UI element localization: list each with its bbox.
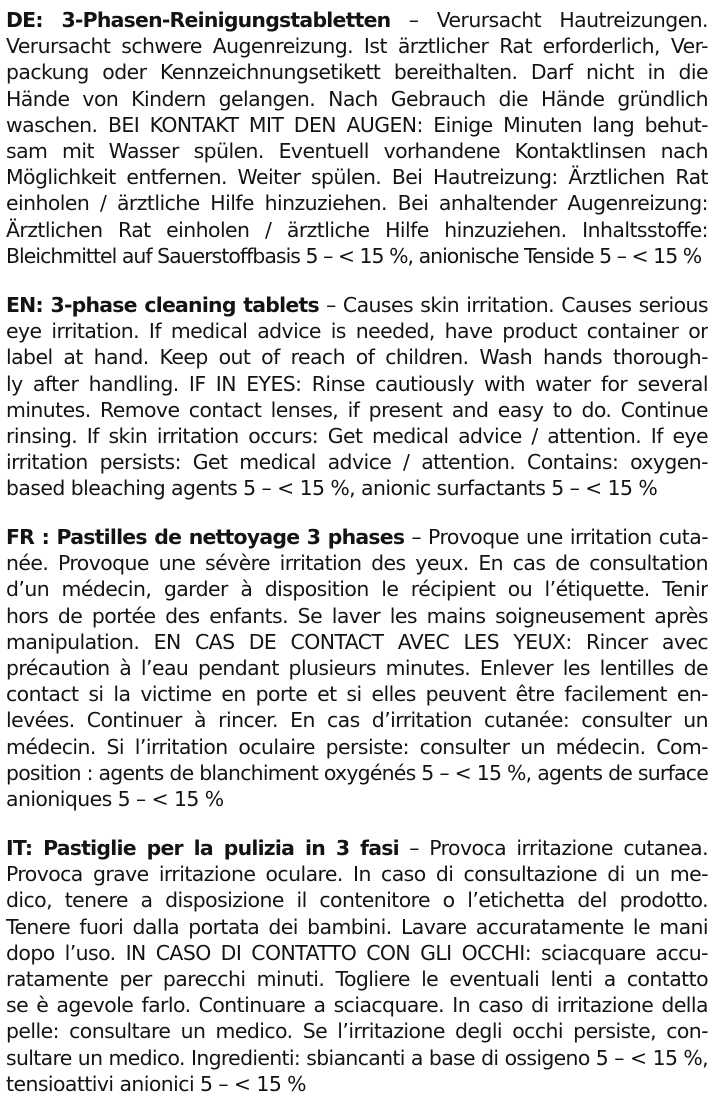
text-line: irritation persists: Get medical advice / attention. Contains: oxygen-: [6, 450, 708, 475]
text-line: dopo l’uso. IN CASO DI CONTATTO CON GLI OCCHI: sciacquare accu-: [6, 940, 708, 965]
text-line-fragment: – Verursacht Hautreizungen.: [390, 8, 708, 32]
text-line: Ärztlichen Rat einholen / ärztliche Hilfe hinzuziehen. Inhaltsstoffe:: [6, 217, 708, 242]
text-line: se è agevole farlo. Continuare a sciacquare. In caso di irritazione della: [6, 993, 708, 1018]
text-line: based bleaching agents 5 – < 15 %, anionic surfactants 5 – < 15 %: [6, 476, 658, 501]
text-line: minutes. Remove contact lenses, if present and easy to do. Continue: [6, 397, 708, 422]
text-line-fragment: – Provoca irritazione cutanea.: [398, 836, 708, 860]
text-line: sultare un medico. Ingredienti: sbiancanti a base di ossigeno 5 – < 15 %,: [6, 1045, 708, 1070]
section-heading: FR : Pastilles de nettoyage 3 phases: [6, 525, 405, 549]
text-line: manipulation. EN CAS DE CONTACT AVEC LES YEUX: Rincer avec: [6, 629, 708, 654]
text-line: anioniques 5 – < 15 %: [6, 786, 224, 811]
text-line: eye irritation. If medical advice is needed, have product container or: [6, 319, 708, 344]
section-heading: EN: 3-phase cleaning tablets: [6, 293, 319, 317]
section-it: [6, 835, 708, 1097]
text-line: rinsing. If skin irritation occurs: Get medical advice / attention. If eye: [6, 423, 708, 448]
section-fr: [6, 524, 708, 812]
text-line: waschen. BEI KONTAKT MIT DEN AUGEN: Einige Minuten lang behut-: [6, 112, 708, 137]
text-line: tensioattivi anionici 5 – < 15 %: [6, 1071, 306, 1096]
text-line-fragment: – Causes skin irritation. Causes serious: [318, 293, 708, 317]
text-line: d’un médecin, garder à disposition le récipient ou l’étiquette. Tenir: [6, 577, 708, 602]
text-line: packung oder Kennzeichnungsetikett bereithalten. Darf nicht in die: [6, 60, 708, 85]
text-line: [6, 835, 708, 861]
text-line: pelle: consultare un medico. Se l’irritazione degli occhi persiste, con-: [6, 1019, 708, 1044]
text-line: Möglichkeit entfernen. Weiter spülen. Bei Hautreizung: Ärztlichen Rat: [6, 165, 708, 190]
text-line: hors de portée des enfants. Se laver les mains soigneusement après: [6, 603, 708, 628]
text-line: ratamente per parecchi minuti. Togliere le eventuali lenti a contatto: [6, 966, 708, 991]
text-line: Verursacht schwere Augenreizung. Ist ärztlicher Rat erforderlich, Ver-: [6, 34, 708, 59]
text-line: levées. Continuer à rincer. En cas d’irritation cutanée: consulter un: [6, 708, 708, 733]
text-line: née. Provoque une sévère irritation des yeux. En cas de consultation: [6, 551, 708, 576]
text-line: médecin. Si l’irritation oculaire persiste: consulter un médecin. Com-: [6, 734, 708, 759]
section-heading: IT: Pastiglie per la pulizia in 3 fasi: [6, 836, 399, 860]
text-line: dico, tenere a disposizione il contenitore o l’etichetta del prodotto.: [6, 888, 708, 913]
text-line: Bleichmittel auf Sauerstoffbasis 5 – < 15 %, anionische Tenside 5 – < 15 %: [6, 243, 702, 268]
section-de: [6, 7, 708, 269]
text-line: position : agents de blanchiment oxygénés 5 – < 15 %, agents de surface: [6, 760, 708, 785]
section-en: [6, 292, 708, 502]
text-line-fragment: – Provoque une irritation cuta-: [404, 525, 708, 549]
text-line: Provoca grave irritazione oculare. In caso di consultazione di un me-: [6, 862, 708, 887]
text-line: einholen / ärztliche Hilfe hinzuziehen. Bei anhaltender Augenreizung:: [6, 191, 708, 216]
safety-label-text: [6, 0, 708, 1096]
text-line: [6, 7, 708, 33]
text-line: label at hand. Keep out of reach of children. Wash hands thorough-: [6, 345, 708, 370]
text-line: Hände von Kindern gelangen. Nach Gebrauch die Hände gründlich: [6, 86, 708, 111]
text-line: Tenere fuori dalla portata dei bambini. Lavare accuratamente le mani: [6, 914, 708, 939]
section-heading: DE: 3-Phasen-Reinigungstabletten: [6, 8, 391, 32]
text-line: [6, 524, 708, 550]
text-line: [6, 292, 708, 318]
text-line: sam mit Wasser spülen. Eventuell vorhandene Kontaktlinsen nach: [6, 138, 708, 163]
text-line: précaution à l’eau pendant plusieurs minutes. Enlever les lentilles de: [6, 655, 708, 680]
text-line: ly after handling. IF IN EYES: Rinse cautiously with water for several: [6, 371, 708, 396]
text-line: contact si la victime en porte et si elles peuvent être facilement en-: [6, 682, 708, 707]
